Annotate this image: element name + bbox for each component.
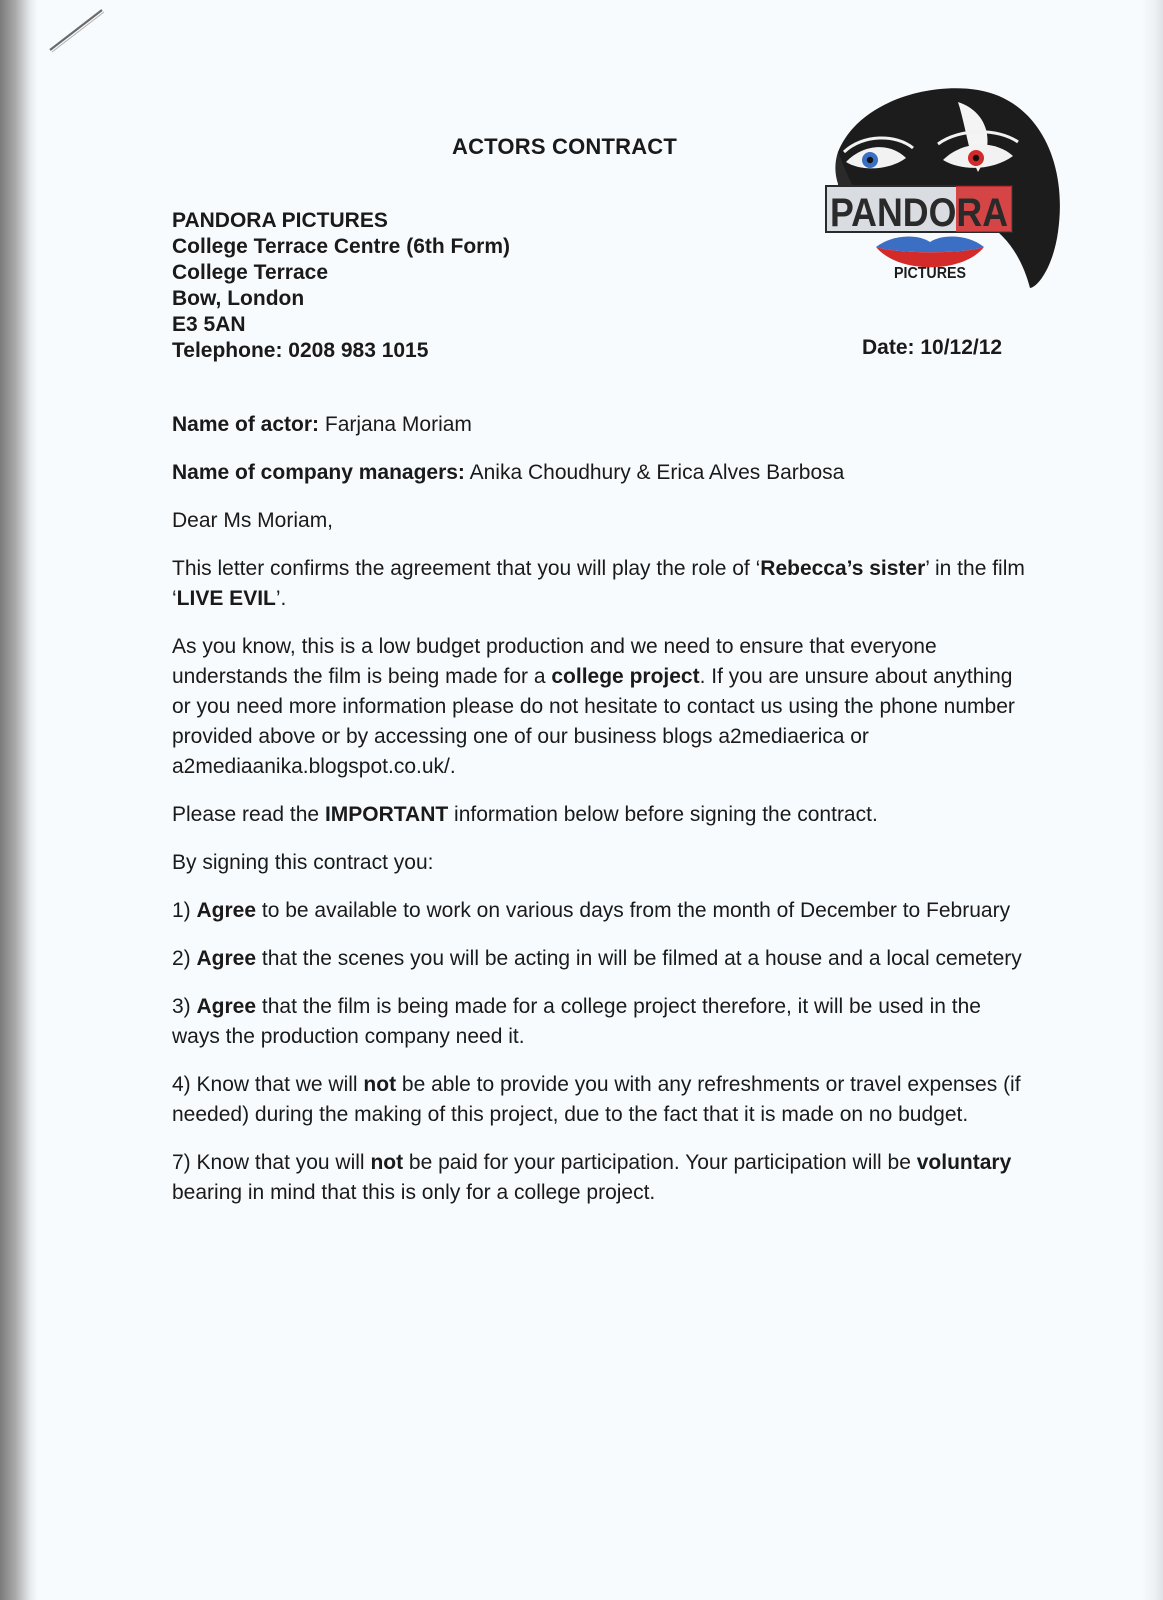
term-text: be able to provide you with any refreshments or travel expenses (if needed) during the making of this project, due to the fact that it is made on no budget.	[172, 1073, 1021, 1126]
address-line-3: Bow, London	[172, 287, 305, 310]
term-text: to be available to work on various days from the month of December to February	[256, 899, 1011, 922]
text-segment: . If you are unsure about anything or you need more information please do not hesitate to contact us using the phone number provided above or by accessing one of our business blogs a2mediaerica or a2mediaanika.blogspot.co.uk/.	[172, 665, 1015, 778]
address-line-1: College Terrace Centre (6th Form)	[172, 235, 511, 258]
scan-left-shadow	[0, 0, 38, 1600]
actor-line	[172, 410, 1032, 440]
text-segment: information below before signing the contract.	[448, 803, 878, 826]
managers-line	[172, 458, 1032, 488]
salutation: Dear Ms Moriam,	[172, 509, 334, 532]
emphasis-college-project: college project	[551, 665, 700, 688]
company-name: PANDORA PICTURES	[172, 209, 388, 232]
emphasis-important: IMPORTANT	[324, 803, 449, 826]
actor-name: Farjana Moriam	[324, 413, 472, 436]
paragraph-role	[172, 554, 1032, 614]
contract-title: ACTORS CONTRACT	[452, 134, 678, 159]
term-keyword: Agree	[196, 995, 257, 1018]
term-text: that the scenes you will be acting in will be filmed at a house and a local cemetery	[256, 947, 1022, 970]
pandora-pictures-logo	[818, 82, 1068, 294]
term-item-4	[172, 1070, 1032, 1130]
contract-date: Date: 10/12/12	[862, 336, 1003, 359]
address-line-2: College Terrace	[172, 261, 329, 284]
actor-label: Name of actor:	[172, 413, 320, 436]
term-text: that the film is being made for a college project therefore, it will be used in the ways the production company need it.	[172, 995, 981, 1048]
scan-right-shadow	[1141, 0, 1163, 1600]
term-keyword: not	[370, 1151, 404, 1174]
company-address	[172, 208, 510, 364]
text-segment: This letter confirms the agreement that you will play the role of ‘	[172, 557, 761, 580]
text-segment: ’.	[275, 587, 287, 610]
text-segment: ’ in the film ‘	[172, 557, 1025, 610]
text-segment: Please read the	[172, 803, 325, 826]
term-text: 4) Know that we will	[172, 1073, 364, 1096]
staple-mark	[46, 6, 108, 54]
svg-text:PANDORA: PANDORA	[830, 191, 1008, 235]
term-keyword: not	[363, 1073, 397, 1096]
term-item-3	[172, 992, 1032, 1052]
term-number: 1)	[172, 899, 197, 922]
term-keyword: Agree	[196, 947, 257, 970]
role-name: Rebecca’s sister	[760, 557, 926, 580]
term-item-1	[172, 896, 1032, 926]
term-text: bearing in mind that this is only for a college project.	[172, 1181, 656, 1204]
paragraph-budget	[172, 632, 1032, 782]
term-number: 3)	[172, 995, 197, 1018]
term-keyword-voluntary: voluntary	[916, 1151, 1012, 1174]
term-text: be paid for your participation. Your participation will be	[403, 1151, 917, 1174]
paragraph-important	[172, 800, 1032, 830]
term-text: 7) Know that you will	[172, 1151, 371, 1174]
svg-text:PICTURES: PICTURES	[894, 265, 967, 282]
contract-body	[172, 410, 1032, 1226]
managers-names: Anika Choudhury & Erica Alves Barbosa	[469, 461, 845, 484]
managers-label: Name of company managers:	[172, 461, 465, 484]
term-keyword: Agree	[196, 899, 257, 922]
terms-intro: By signing this contract you:	[172, 851, 434, 874]
term-item-7	[172, 1148, 1032, 1208]
telephone: Telephone: 0208 983 1015	[172, 339, 429, 362]
text-segment: As you know, this is a low budget production and we need to ensure that everyone understands the film is being made for a	[172, 635, 937, 688]
term-number: 2)	[172, 947, 197, 970]
term-item-2	[172, 944, 1032, 974]
film-title: LIVE EVIL	[176, 587, 276, 610]
postcode: E3 5AN	[172, 313, 246, 336]
